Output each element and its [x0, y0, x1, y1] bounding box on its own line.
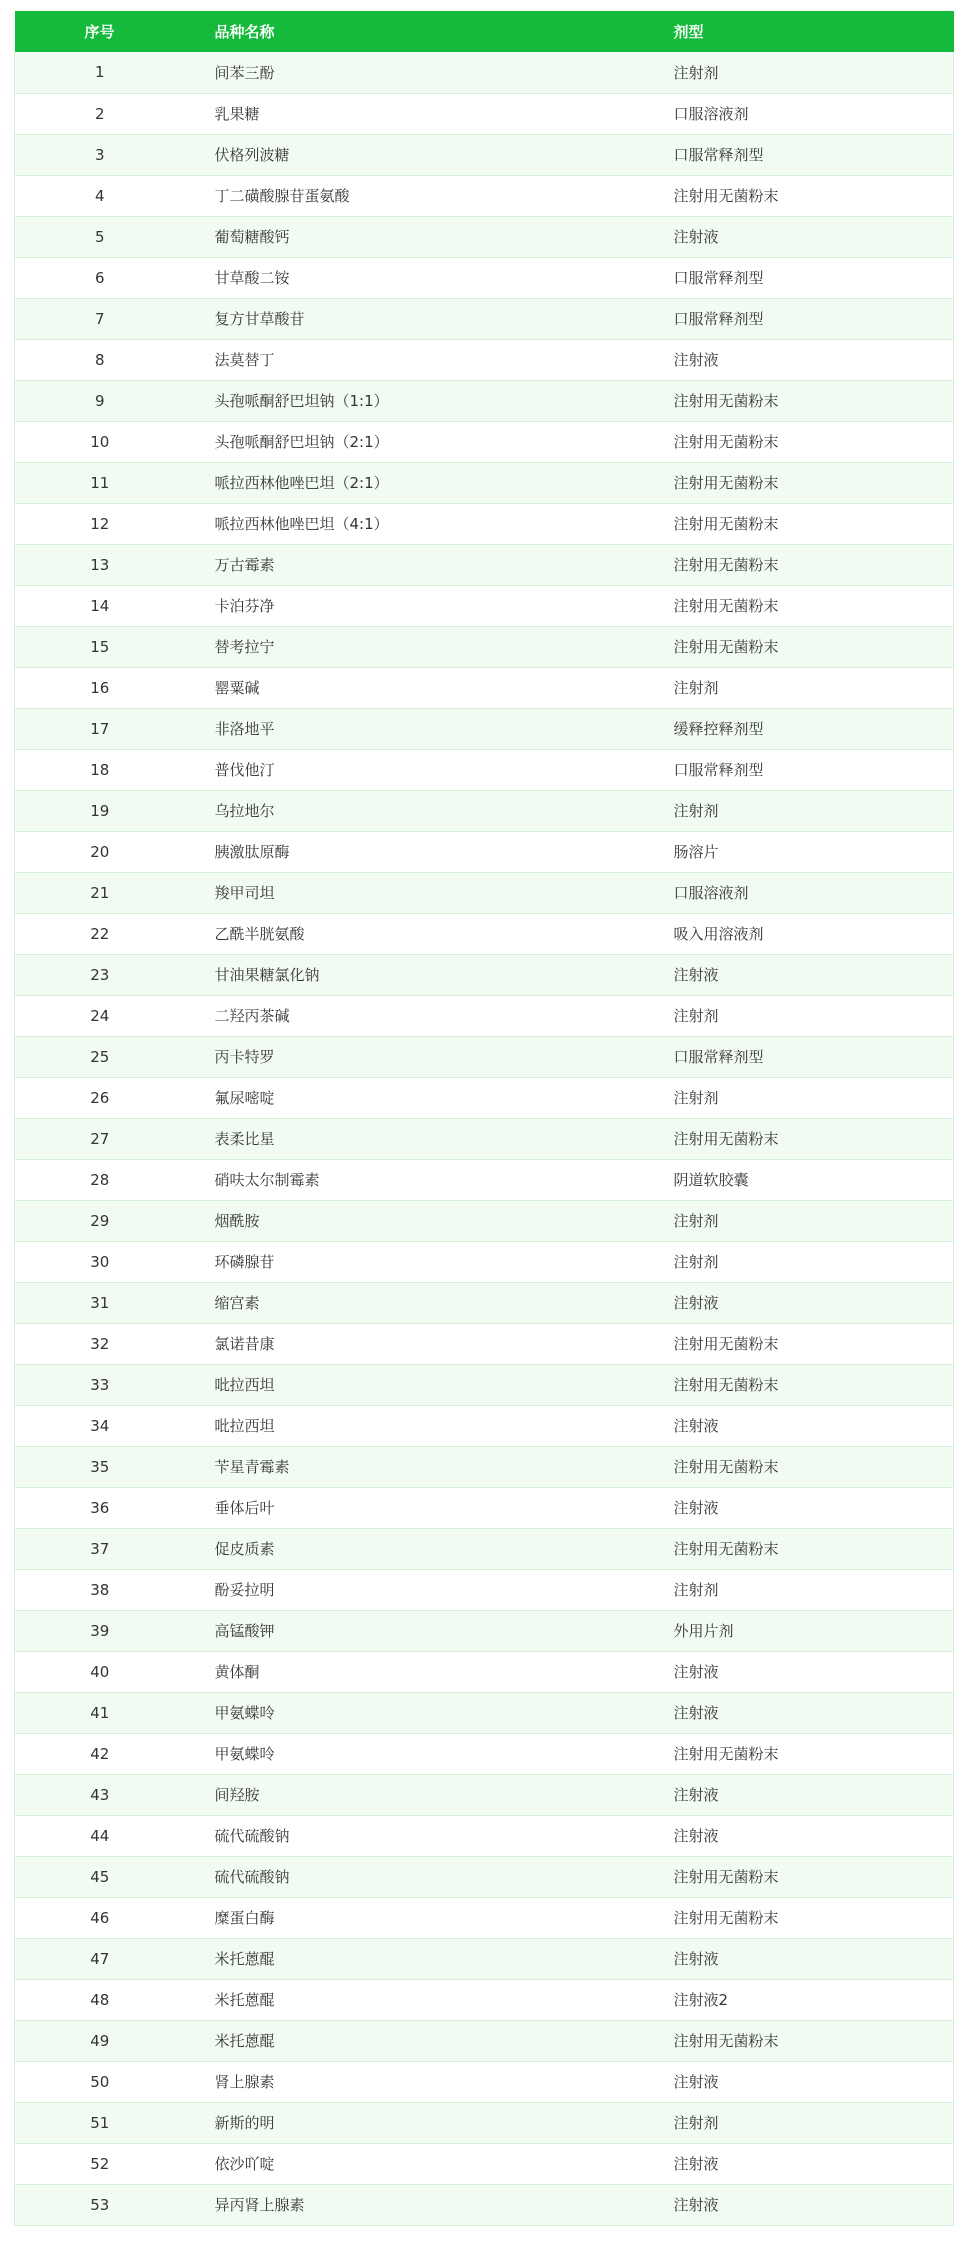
row-number: 51 [15, 2102, 185, 2143]
drug-name: 高锰酸钾 [185, 1610, 644, 1651]
row-number: 1 [15, 52, 185, 93]
dosage-form: 注射液 [644, 216, 954, 257]
table-row [15, 667, 954, 708]
row-number: 16 [15, 667, 185, 708]
drug-name: 烟酰胺 [185, 1200, 644, 1241]
row-number: 50 [15, 2061, 185, 2102]
dosage-form: 注射用无菌粉末 [644, 1118, 954, 1159]
row-number: 46 [15, 1897, 185, 1938]
drug-name: 乙酰半胱氨酸 [185, 913, 644, 954]
row-number: 31 [15, 1282, 185, 1323]
row-number: 39 [15, 1610, 185, 1651]
row-number: 7 [15, 298, 185, 339]
table-row [15, 708, 954, 749]
row-number: 25 [15, 1036, 185, 1077]
table-row [15, 1118, 954, 1159]
dosage-form: 口服常释剂型 [644, 134, 954, 175]
table-row [15, 1610, 954, 1651]
dosage-form: 注射液 [644, 2061, 954, 2102]
row-number: 24 [15, 995, 185, 1036]
drug-name: 氯诺昔康 [185, 1323, 644, 1364]
drug-name: 甘草酸二铵 [185, 257, 644, 298]
row-number: 20 [15, 831, 185, 872]
dosage-form: 注射用无菌粉末 [644, 462, 954, 503]
row-number: 26 [15, 1077, 185, 1118]
table-row [15, 913, 954, 954]
drug-name: 硫代硫酸钠 [185, 1856, 644, 1897]
dosage-form: 注射用无菌粉末 [644, 175, 954, 216]
row-number: 8 [15, 339, 185, 380]
row-number: 6 [15, 257, 185, 298]
dosage-form: 注射液 [644, 954, 954, 995]
drug-name: 表柔比星 [185, 1118, 644, 1159]
dosage-form: 注射用无菌粉末 [644, 626, 954, 667]
table-row [15, 2020, 954, 2061]
dosage-form: 外用片剂 [644, 1610, 954, 1651]
dosage-form: 口服常释剂型 [644, 1036, 954, 1077]
row-number: 42 [15, 1733, 185, 1774]
table-header [15, 11, 954, 52]
drug-name: 米托蒽醌 [185, 1979, 644, 2020]
dosage-form: 注射液 [644, 1487, 954, 1528]
dosage-form: 注射液 [644, 1938, 954, 1979]
row-number: 34 [15, 1405, 185, 1446]
table-row [15, 1159, 954, 1200]
drug-name: 丁二磺酸腺苷蛋氨酸 [185, 175, 644, 216]
row-number: 22 [15, 913, 185, 954]
drug-name: 罂粟碱 [185, 667, 644, 708]
table-row [15, 1815, 954, 1856]
table-row [15, 175, 954, 216]
dosage-form: 阴道软胶囊 [644, 1159, 954, 1200]
row-number: 4 [15, 175, 185, 216]
row-number: 10 [15, 421, 185, 462]
drug-name: 促皮质素 [185, 1528, 644, 1569]
row-number: 45 [15, 1856, 185, 1897]
row-number: 32 [15, 1323, 185, 1364]
row-number: 29 [15, 1200, 185, 1241]
dosage-form: 注射剂 [644, 2102, 954, 2143]
drug-name: 米托蒽醌 [185, 1938, 644, 1979]
table-row [15, 1938, 954, 1979]
table-row [15, 52, 954, 93]
row-number: 33 [15, 1364, 185, 1405]
row-number: 49 [15, 2020, 185, 2061]
drug-name: 吡拉西坦 [185, 1364, 644, 1405]
table-row [15, 1036, 954, 1077]
dosage-form: 注射用无菌粉末 [644, 1323, 954, 1364]
table-row [15, 1528, 954, 1569]
table-row [15, 1856, 954, 1897]
drug-name: 万古霉素 [185, 544, 644, 585]
table-row [15, 2184, 954, 2225]
row-number: 53 [15, 2184, 185, 2225]
dosage-form: 注射剂 [644, 1077, 954, 1118]
table-row [15, 872, 954, 913]
row-number: 28 [15, 1159, 185, 1200]
drug-name: 胰激肽原酶 [185, 831, 644, 872]
row-number: 38 [15, 1569, 185, 1610]
drug-list-table [14, 11, 954, 2226]
table-row [15, 954, 954, 995]
dosage-form: 注射剂 [644, 995, 954, 1036]
row-number: 48 [15, 1979, 185, 2020]
drug-name: 替考拉宁 [185, 626, 644, 667]
drug-name: 乳果糖 [185, 93, 644, 134]
drug-name: 环磷腺苷 [185, 1241, 644, 1282]
table-row [15, 1569, 954, 1610]
drug-name: 哌拉西林他唑巴坦（2:1） [185, 462, 644, 503]
row-number: 2 [15, 93, 185, 134]
table-row [15, 1077, 954, 1118]
dosage-form: 注射液 [644, 2143, 954, 2184]
dosage-form: 口服溶液剂 [644, 872, 954, 913]
table-row [15, 1323, 954, 1364]
row-number: 17 [15, 708, 185, 749]
dosage-form: 缓释控释剂型 [644, 708, 954, 749]
dosage-form: 注射用无菌粉末 [644, 380, 954, 421]
dosage-form: 注射剂 [644, 1241, 954, 1282]
row-number: 27 [15, 1118, 185, 1159]
table-row [15, 749, 954, 790]
drug-name: 头孢哌酮舒巴坦钠（2:1） [185, 421, 644, 462]
dosage-form: 注射用无菌粉末 [644, 1446, 954, 1487]
dosage-form: 注射剂 [644, 1569, 954, 1610]
drug-name: 普伐他汀 [185, 749, 644, 790]
dosage-form: 口服常释剂型 [644, 749, 954, 790]
table-row [15, 503, 954, 544]
drug-name: 卡泊芬净 [185, 585, 644, 626]
dosage-form: 注射用无菌粉末 [644, 1364, 954, 1405]
drug-name: 糜蛋白酶 [185, 1897, 644, 1938]
dosage-form: 注射用无菌粉末 [644, 1897, 954, 1938]
row-number: 43 [15, 1774, 185, 1815]
dosage-form: 口服常释剂型 [644, 257, 954, 298]
table-row [15, 1692, 954, 1733]
table-row [15, 790, 954, 831]
table-row [15, 1364, 954, 1405]
dosage-form: 注射液 [644, 1692, 954, 1733]
dosage-form: 注射用无菌粉末 [644, 1528, 954, 1569]
table-body [15, 52, 954, 2225]
drug-name: 头孢哌酮舒巴坦钠（1:1） [185, 380, 644, 421]
dosage-form: 注射用无菌粉末 [644, 1733, 954, 1774]
table-row [15, 2061, 954, 2102]
row-number: 13 [15, 544, 185, 585]
row-number: 47 [15, 1938, 185, 1979]
dosage-form: 注射用无菌粉末 [644, 503, 954, 544]
row-number: 21 [15, 872, 185, 913]
table-row [15, 1979, 954, 2020]
drug-name: 乌拉地尔 [185, 790, 644, 831]
drug-name: 间苯三酚 [185, 52, 644, 93]
table-row [15, 1487, 954, 1528]
table-row [15, 831, 954, 872]
drug-name: 非洛地平 [185, 708, 644, 749]
drug-name: 异丙肾上腺素 [185, 2184, 644, 2225]
dosage-form: 注射剂 [644, 790, 954, 831]
dosage-form: 注射剂 [644, 52, 954, 93]
table-row [15, 585, 954, 626]
table-row [15, 2102, 954, 2143]
table-row [15, 544, 954, 585]
drug-name: 法莫替丁 [185, 339, 644, 380]
drug-name: 新斯的明 [185, 2102, 644, 2143]
header-row [15, 11, 954, 52]
dosage-form: 吸入用溶液剂 [644, 913, 954, 954]
table-row [15, 216, 954, 257]
header-name: 品种名称 [214, 23, 275, 41]
drug-name: 氟尿嘧啶 [185, 1077, 644, 1118]
table-row [15, 1405, 954, 1446]
row-number: 30 [15, 1241, 185, 1282]
dosage-form: 注射剂 [644, 667, 954, 708]
table-row [15, 298, 954, 339]
dosage-form: 注射用无菌粉末 [644, 2020, 954, 2061]
dosage-form: 注射用无菌粉末 [644, 421, 954, 462]
drug-name: 依沙吖啶 [185, 2143, 644, 2184]
dosage-form: 肠溶片 [644, 831, 954, 872]
table-row [15, 1446, 954, 1487]
drug-name: 垂体后叶 [185, 1487, 644, 1528]
row-number: 35 [15, 1446, 185, 1487]
table-row [15, 1241, 954, 1282]
table-row [15, 1651, 954, 1692]
drug-name: 甲氨蝶呤 [185, 1692, 644, 1733]
row-number: 3 [15, 134, 185, 175]
table-row [15, 380, 954, 421]
drug-name: 米托蒽醌 [185, 2020, 644, 2061]
dosage-form: 注射液 [644, 1774, 954, 1815]
drug-name: 复方甘草酸苷 [185, 298, 644, 339]
drug-name: 缩宫素 [185, 1282, 644, 1323]
drug-name: 甲氨蝶呤 [185, 1733, 644, 1774]
drug-name: 苄星青霉素 [185, 1446, 644, 1487]
row-number: 5 [15, 216, 185, 257]
row-number: 52 [15, 2143, 185, 2184]
table-row [15, 1282, 954, 1323]
row-number: 18 [15, 749, 185, 790]
row-number: 12 [15, 503, 185, 544]
table-row [15, 1200, 954, 1241]
row-number: 23 [15, 954, 185, 995]
header-form: 剂型 [673, 23, 704, 41]
table-row [15, 626, 954, 667]
row-number: 37 [15, 1528, 185, 1569]
row-number: 36 [15, 1487, 185, 1528]
drug-name: 葡萄糖酸钙 [185, 216, 644, 257]
table-row [15, 421, 954, 462]
drug-name: 甘油果糖氯化钠 [185, 954, 644, 995]
drug-name: 肾上腺素 [185, 2061, 644, 2102]
row-number: 40 [15, 1651, 185, 1692]
table-row [15, 257, 954, 298]
drug-name: 硝呋太尔制霉素 [185, 1159, 644, 1200]
row-number: 15 [15, 626, 185, 667]
drug-name: 吡拉西坦 [185, 1405, 644, 1446]
table-row [15, 1774, 954, 1815]
dosage-form: 注射液 [644, 2184, 954, 2225]
table-row [15, 134, 954, 175]
dosage-form: 注射液2 [644, 1979, 954, 2020]
dosage-form: 注射用无菌粉末 [644, 544, 954, 585]
table-row [15, 1897, 954, 1938]
drug-name: 二羟丙茶碱 [185, 995, 644, 1036]
table-row [15, 339, 954, 380]
dosage-form: 注射液 [644, 1815, 954, 1856]
row-number: 44 [15, 1815, 185, 1856]
table-row [15, 2143, 954, 2184]
dosage-form: 注射液 [644, 1282, 954, 1323]
table-row [15, 995, 954, 1036]
drug-name: 哌拉西林他唑巴坦（4:1） [185, 503, 644, 544]
drug-name: 硫代硫酸钠 [185, 1815, 644, 1856]
row-number: 41 [15, 1692, 185, 1733]
dosage-form: 注射用无菌粉末 [644, 585, 954, 626]
dosage-form: 口服溶液剂 [644, 93, 954, 134]
dosage-form: 注射剂 [644, 1200, 954, 1241]
drug-name: 酚妥拉明 [185, 1569, 644, 1610]
dosage-form: 口服常释剂型 [644, 298, 954, 339]
drug-name: 黄体酮 [185, 1651, 644, 1692]
row-number: 19 [15, 790, 185, 831]
table-row [15, 462, 954, 503]
drug-name: 丙卡特罗 [185, 1036, 644, 1077]
table-row [15, 93, 954, 134]
drug-name: 羧甲司坦 [185, 872, 644, 913]
drug-name: 间羟胺 [185, 1774, 644, 1815]
dosage-form: 注射液 [644, 339, 954, 380]
table-row [15, 1733, 954, 1774]
row-number: 11 [15, 462, 185, 503]
header-number: 序号 [84, 23, 115, 41]
row-number: 9 [15, 380, 185, 421]
row-number: 14 [15, 585, 185, 626]
dosage-form: 注射液 [644, 1405, 954, 1446]
drug-name: 伏格列波糖 [185, 134, 644, 175]
dosage-form: 注射用无菌粉末 [644, 1856, 954, 1897]
dosage-form: 注射液 [644, 1651, 954, 1692]
